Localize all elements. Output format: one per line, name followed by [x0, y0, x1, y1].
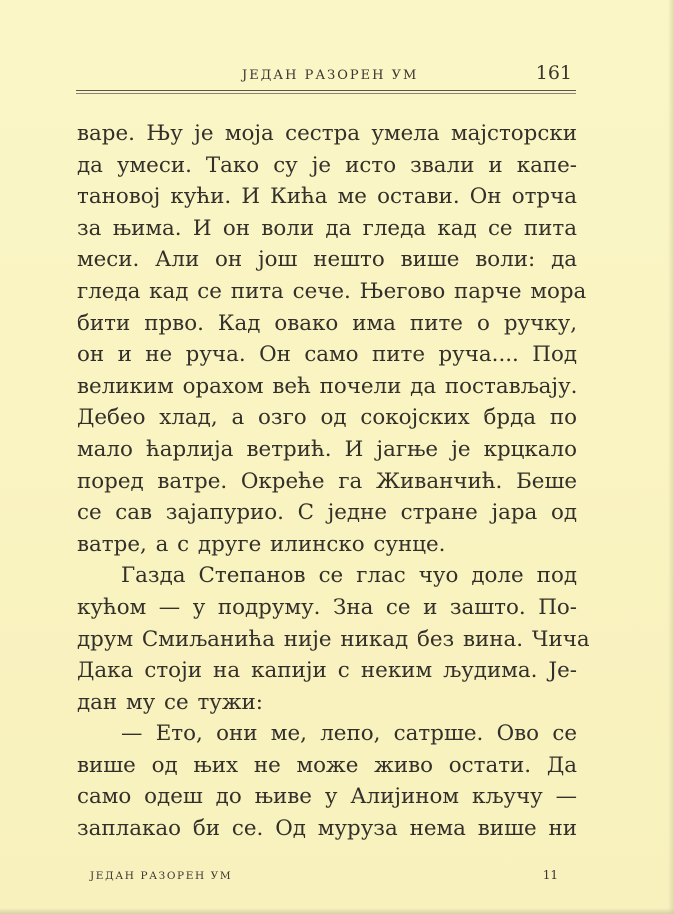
- footer-title: ЈЕДАН РАЗОРЕН УМ: [90, 870, 233, 882]
- text-line: Газда Степанов се глас чуо доле под: [121, 563, 577, 589]
- text-line: он и не руча. Он само пите руча.... Под: [77, 342, 577, 368]
- text-line: ватре, а с друге илинско сунце.: [77, 531, 446, 557]
- text-line: великим орахом већ почели да постављају.: [77, 373, 578, 399]
- text-line: гледа кад се пита сече. Његово парче мора: [77, 278, 587, 304]
- text-line: више од њих не може живо остати. Да: [77, 752, 577, 778]
- page-edge-right: [668, 0, 674, 914]
- text-line: меси. Али он још нешто више воли: да: [77, 247, 577, 273]
- running-head-title: ЈЕДАН РАЗОРЕН УМ: [242, 68, 419, 83]
- text-line: Дебео хлад, а озго од сокојских брда по: [77, 405, 577, 431]
- text-line: друм Смиљанића није никад без вина. Чича: [77, 626, 590, 652]
- page-edge-bottom: [0, 908, 674, 914]
- text-line: Дака стоји на капији с неким људима. Је-: [77, 658, 577, 684]
- text-line: варе. Њу је моја сестра умела мајсторски: [77, 121, 577, 146]
- text-line: само одеш до њиве у Алијином кључу —: [77, 784, 577, 810]
- header-rule-bottom: [76, 93, 576, 94]
- running-head: [76, 62, 576, 86]
- text-line: поред ватре. Окреће га Живанчић. Беше: [77, 468, 577, 494]
- text-line: тановој кући. И Кића ме остави. Он отрча: [77, 184, 577, 210]
- header-rule-top: [76, 90, 576, 91]
- text-line: мало ћарлија ветрић. И јагње је крцкало: [77, 436, 577, 462]
- text-line: бити прво. Кад овако има пите о ручку,: [77, 310, 577, 336]
- page-number: 161: [535, 62, 572, 84]
- text-line: кућом — у подруму. Зна се и зашто. По-: [77, 594, 577, 620]
- text-line: за њима. И он воли да гледа кад се пита: [77, 215, 577, 241]
- footer-signature-number: 11: [542, 868, 558, 882]
- text-line: — Ето, они ме, лепо, сатрше. Ово се: [121, 721, 577, 747]
- page-footer: [90, 868, 576, 888]
- text-line: се сав зајапурио. С једне стране јара од: [77, 500, 577, 526]
- text-line: да умеси. Тако су је исто звали и капе-: [77, 152, 577, 178]
- body-text: [77, 118, 590, 845]
- text-line: дан му се тужи:: [77, 689, 264, 715]
- text-line: заплакао би се. Од муруза нема више ни: [77, 816, 577, 842]
